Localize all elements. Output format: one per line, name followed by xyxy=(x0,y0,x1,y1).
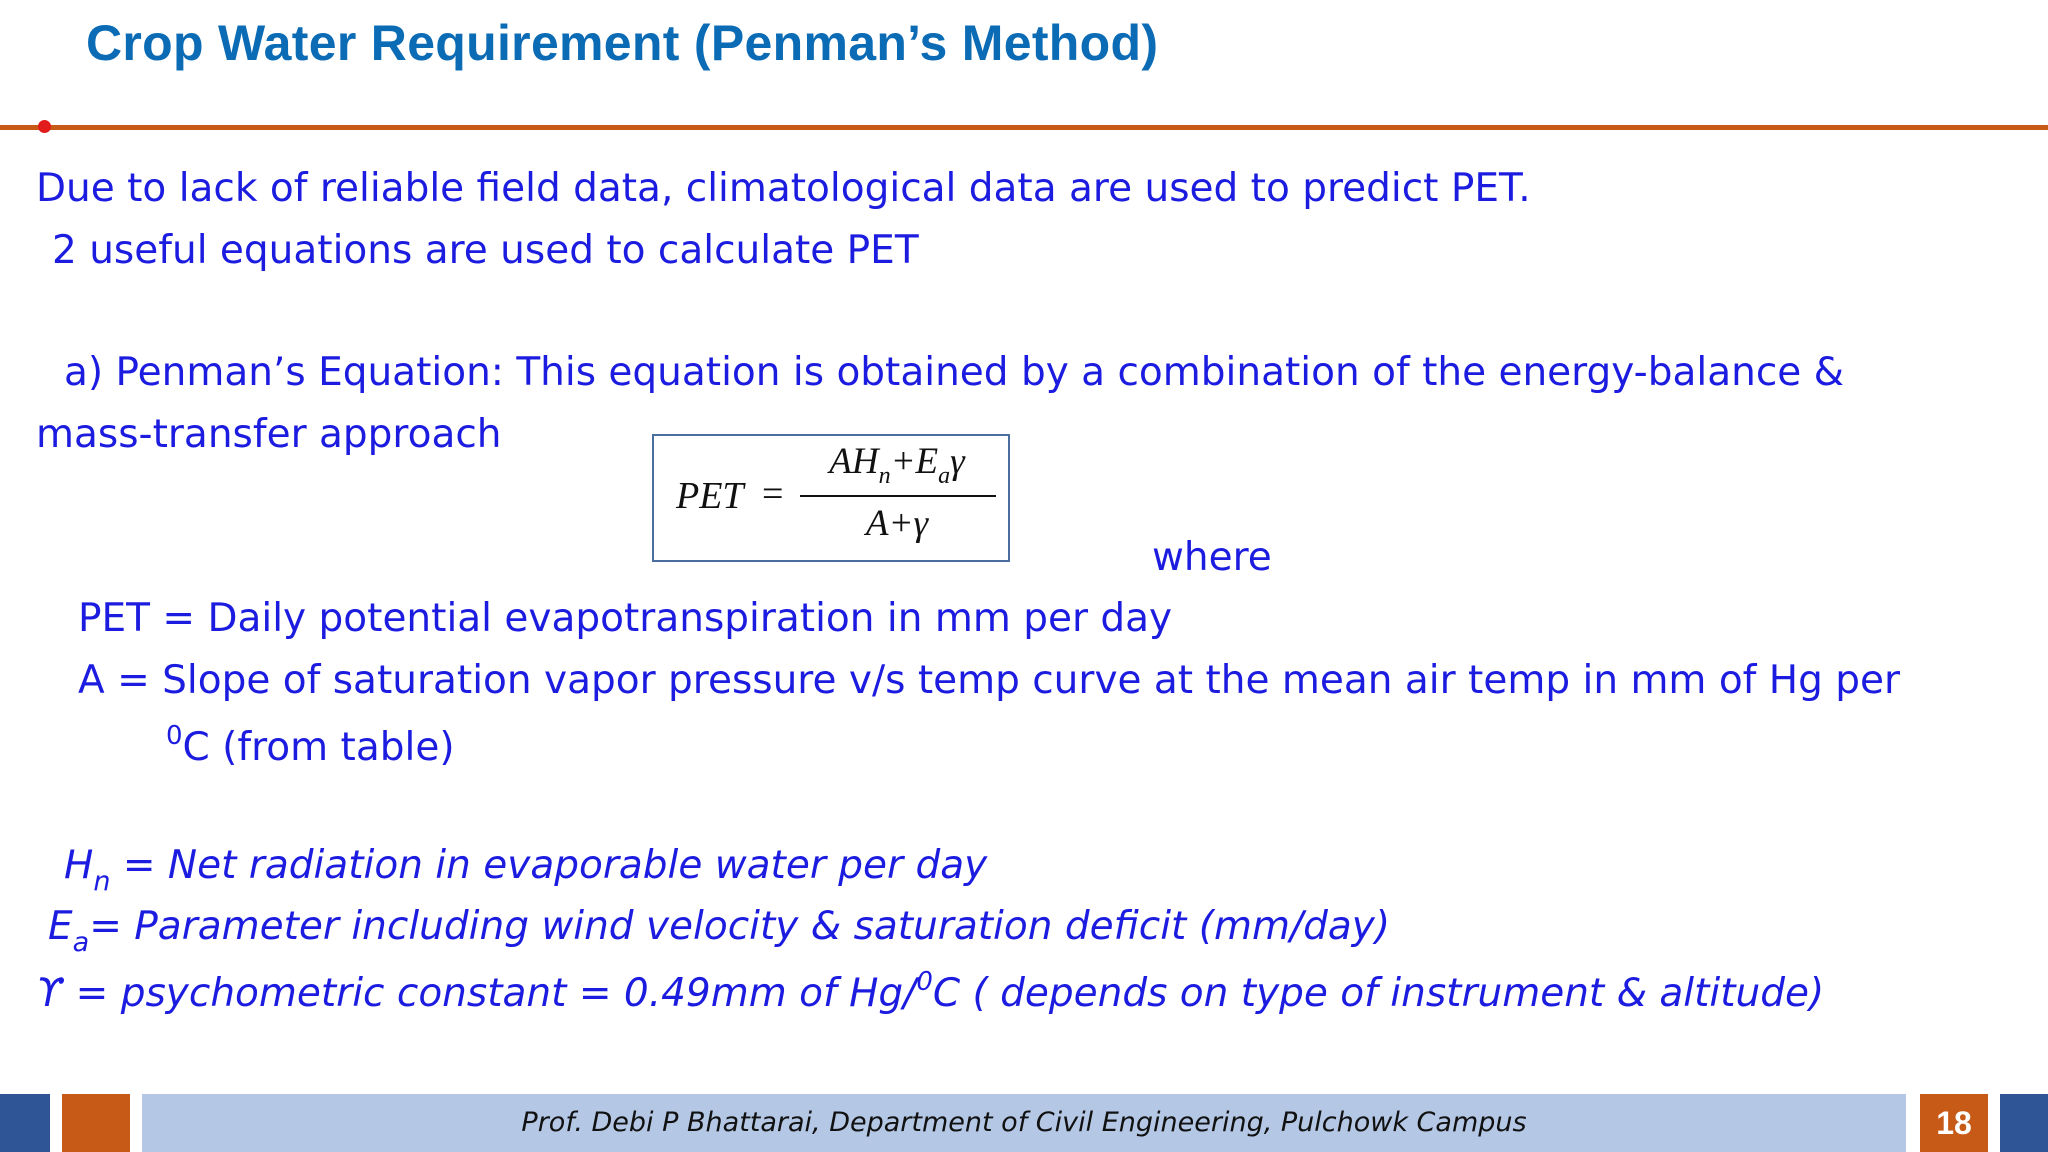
penman-line-1: a) Penman’s Equation: This equation is obtained by a combination of the energy-balance & xyxy=(64,350,1845,395)
footer-square-orange xyxy=(62,1094,130,1152)
formula-num-ah: AH xyxy=(829,441,879,482)
definition-pet: PET = Daily potential evapotranspiration in mm per day xyxy=(78,596,1173,641)
hn-text: = Net radiation in evaporable water per day xyxy=(110,843,988,888)
formula-equals: = xyxy=(762,473,784,515)
page-number: 18 xyxy=(1920,1094,1988,1152)
ea-symbol: E xyxy=(48,904,73,949)
intro-line-2: 2 useful equations are used to calculate PET xyxy=(52,228,919,273)
formula-num-n: n xyxy=(878,463,891,489)
definition-a-line-1: A = Slope of saturation vapor pressure v/s temp curve at the mean air temp in mm of Hg per xyxy=(78,658,1901,703)
formula-denominator: A+γ xyxy=(865,503,929,544)
hn-symbol: H xyxy=(64,843,94,888)
degree-sup: 0 xyxy=(166,721,183,751)
formula-num-gamma: γ xyxy=(950,441,965,482)
gamma-text-1: ϒ = psychometric constant = 0.49mm of Hg/ xyxy=(36,971,917,1016)
penman-line-2: mass-transfer approach xyxy=(36,412,502,457)
gamma-text-2: C ( depends on type of instrument & altitude) xyxy=(932,971,1825,1016)
definition-hn xyxy=(64,845,987,897)
slide-title: Crop Water Requirement (Penman’s Method) xyxy=(86,15,1159,71)
title-divider xyxy=(0,125,2048,130)
definition-gamma xyxy=(36,968,1824,1016)
gamma-degree-sup: 0 xyxy=(916,967,933,997)
formula-num-plus-e: +E xyxy=(890,441,939,482)
hn-subscript: n xyxy=(93,866,111,897)
divider-dot xyxy=(38,120,51,133)
definition-a-line-2 xyxy=(166,722,455,770)
formula-fraction-bar xyxy=(800,495,996,497)
definition-ea xyxy=(48,906,1390,958)
formula-numerator xyxy=(802,440,992,490)
penman-formula xyxy=(652,434,1010,562)
footer-credit: Prof. Debi P Bhattarai, Department of Civil Engineering, Pulchowk Campus xyxy=(521,1107,1527,1138)
ea-text: = Parameter including wind velocity & saturation deficit (mm/day) xyxy=(89,904,1391,949)
footer-square-blue xyxy=(0,1094,50,1152)
footer-square-blue-right xyxy=(2000,1094,2048,1152)
definition-a-line-2-text: C (from table) xyxy=(182,725,455,770)
formula-lhs: PET xyxy=(676,475,744,517)
intro-line-1: Due to lack of reliable field data, climatological data are used to predict PET. xyxy=(36,166,1531,211)
where-label: where xyxy=(1152,535,1272,580)
formula-num-a: a xyxy=(938,463,951,489)
ea-subscript: a xyxy=(72,927,90,958)
